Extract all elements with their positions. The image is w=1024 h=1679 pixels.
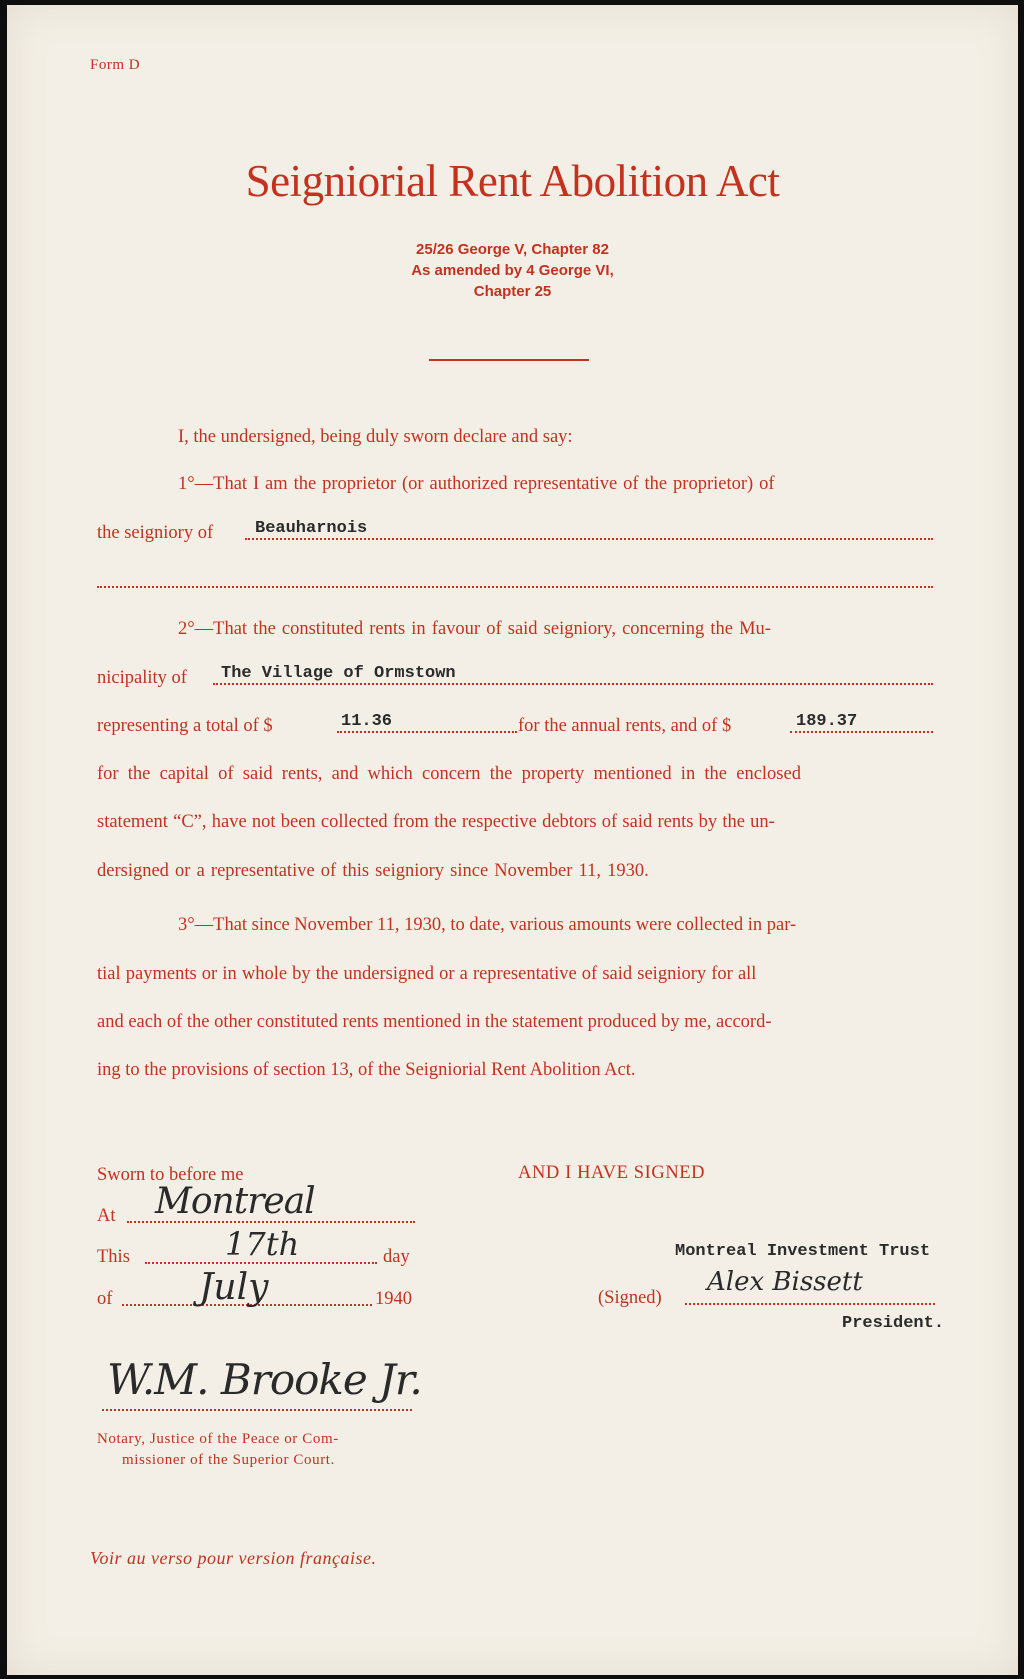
seigniory-label: the seigniory of [97, 523, 214, 543]
municipality-label: nicipality of [97, 668, 187, 688]
document-page [7, 5, 1018, 1675]
annual-label: for the annual rents, and of $ [518, 716, 732, 736]
notary-caption [97, 1429, 339, 1471]
month-handwritten-value: July [199, 1267, 269, 1308]
clause2-line4: for the capital of said rents, and which concern the property mentioned in the enclosed [97, 764, 801, 784]
clause2-line6: dersigned or a representative of this seigniory since November 11, 1930. [97, 861, 649, 881]
municipality-fill-line [213, 683, 933, 685]
seigniory-fill-line [245, 538, 933, 540]
notary-caption-line-2: missioner of the Superior Court. [122, 1452, 335, 1468]
clause3-line4: ing to the provisions of section 13, of the Seigniorial Rent Abolition Act. [97, 1060, 636, 1080]
day-label: day [383, 1247, 410, 1267]
title-divider [429, 359, 589, 361]
clause1-line1: 1°—That I am the proprietor (or authorized representative of the proprietor) of [178, 474, 775, 494]
signed-heading: AND I HAVE SIGNED [518, 1163, 706, 1183]
french-version-note: Voir au verso pour version française. [90, 1548, 377, 1568]
clause3-line2: tial payments or in whole by the undersigned or a representative of said seigniory for all [97, 964, 757, 984]
document-subtitle [7, 239, 1018, 302]
subtitle-line-3: Chapter 25 [473, 283, 552, 300]
declaration-intro: I, the undersigned, being duly sworn declare and say: [178, 427, 573, 447]
president-title: President. [842, 1314, 945, 1333]
subtitle-line-1: 25/26 George V, Chapter 82 [416, 241, 609, 258]
clause2-line1: 2°—That the constituted rents in favour of said seigniory, concerning the Mu- [178, 619, 771, 639]
form-label: Form D [90, 57, 141, 73]
clause3-line1: 3°—That since November 11, 1930, to date, various amounts were collected in par- [178, 915, 797, 935]
clause2-line5: statement “C”, have not been collected from the respective debtors of said rents by the un- [97, 812, 775, 832]
day-handwritten-value: 17th [225, 1225, 300, 1263]
year-label: 1940 [375, 1289, 412, 1309]
company-signature-line [685, 1303, 935, 1305]
total-label: representing a total of $ [97, 716, 273, 736]
signed-label: (Signed) [598, 1288, 662, 1308]
president-signature: Alex Bissett [707, 1267, 863, 1297]
sworn-heading: Sworn to before me [97, 1165, 244, 1185]
annual-value: 11.36 [341, 712, 393, 731]
notary-caption-line-1: Notary, Justice of the Peace or Com- [97, 1431, 339, 1447]
at-handwritten-value: Montreal [155, 1181, 315, 1222]
of-label: of [97, 1289, 113, 1309]
capital-fill-line [790, 731, 933, 733]
company-name: Montreal Investment Trust [675, 1242, 931, 1261]
notary-signature-line [102, 1409, 412, 1411]
municipality-value: The Village of Ormstown [221, 664, 456, 683]
notary-signature: W.M. Brooke Jr. [107, 1355, 422, 1404]
at-label: At [97, 1206, 116, 1226]
blank-fill-line [97, 586, 933, 588]
document-title: Seigniorial Rent Abolition Act [245, 156, 780, 206]
this-label: This [97, 1247, 130, 1267]
subtitle-line-2: As amended by 4 George VI, [411, 262, 614, 279]
seigniory-value: Beauharnois [255, 519, 368, 538]
capital-value: 189.37 [796, 712, 858, 731]
clause3-line3: and each of the other constituted rents mentioned in the statement produced by me, accord- [97, 1012, 772, 1032]
annual-fill-line [337, 731, 517, 733]
